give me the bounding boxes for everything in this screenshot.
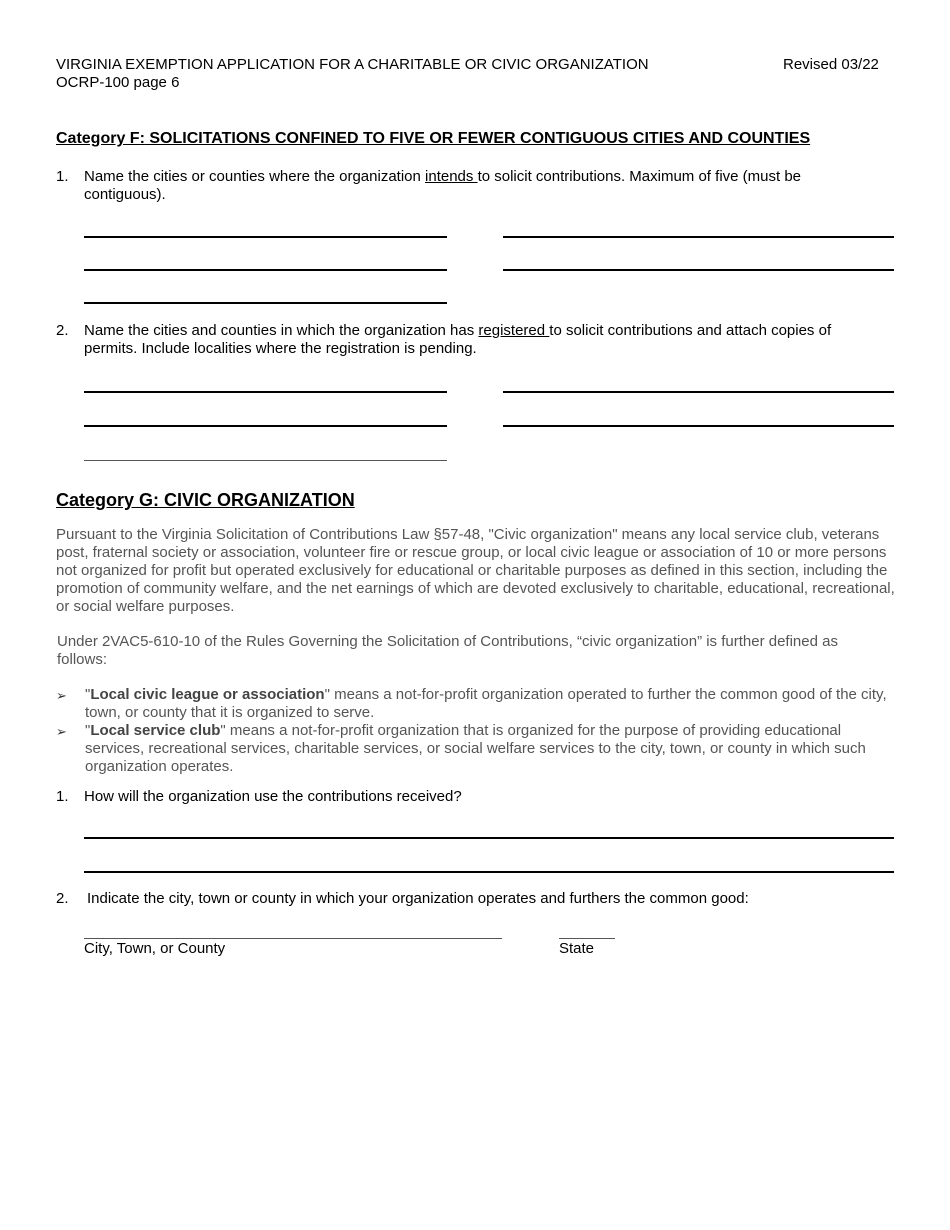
city-town-county-field[interactable] <box>84 938 502 939</box>
registered-city-line-4[interactable] <box>503 425 894 427</box>
intended-city-line-3[interactable] <box>84 269 447 271</box>
form-title: VIRGINIA EXEMPTION APPLICATION FOR A CHARITABLE OR CIVIC ORGANIZATION <box>56 56 649 73</box>
bullet-definition: " means a not-for-profit organization that is organized for the purpose of providing educational services, recreational services, charitable services, or social welfare services to the city, town, or county in which such organization operates. <box>85 722 866 775</box>
bullet-term: Local civic league or association <box>90 686 325 703</box>
question-number: 1. <box>56 168 69 185</box>
state-label: State <box>559 940 595 957</box>
arrow-bullet-icon: ➢ <box>56 724 67 739</box>
question-number: 2. <box>56 890 69 907</box>
further-definition-intro: Under 2VAC5-610-10 of the Rules Governing the Solicitation of Contributions, “civic organization” is further defined as follows: <box>57 633 838 668</box>
definition-bullets <box>56 686 898 778</box>
registered-city-line-5[interactable] <box>84 460 447 461</box>
question-underlined-word: registered <box>478 322 550 339</box>
category-g-question-1 <box>56 788 896 808</box>
category-f-question-1 <box>56 168 896 208</box>
question-text: How will the organization use the contributions received? <box>84 788 462 805</box>
category-g-separator: : <box>153 490 160 510</box>
category-g-title: CIVIC ORGANIZATION <box>159 490 355 510</box>
bullet-open-quote: " <box>85 686 91 703</box>
contribution-use-line-2[interactable] <box>84 871 894 873</box>
category-f-separator: : <box>139 130 145 147</box>
intended-city-line-2[interactable] <box>503 236 894 238</box>
bullet-open-quote: " <box>85 722 91 739</box>
form-page-number: OCRP-100 page 6 <box>56 74 180 91</box>
question-text <box>84 168 884 204</box>
question-text-end: to solicit contributions. Maximum of five (must be contiguous). <box>84 168 802 203</box>
question-text: Indicate the city, town or county in which your organization operates and furthers the common good: <box>87 890 749 907</box>
bullet-definition: " means a not-for-profit organization operated to further the common good of the city, town, or county that it is organized to serve. <box>85 686 887 721</box>
question-number: 1. <box>56 788 69 805</box>
bullet-term: Local service club <box>90 722 221 739</box>
category-f-heading <box>56 130 810 148</box>
registered-city-line-2[interactable] <box>503 391 894 393</box>
contribution-use-line-1[interactable] <box>84 837 894 839</box>
civic-organization-definition: Pursuant to the Virginia Solicitation of Contributions Law §57-48, "Civic organization" means any local service club, veterans post, fraternal society or association, volunteer fire or rescue group, or local civic league or association of 10 or more persons not organized for profit but operated exclusively for educational or charitable purposes as defined in this section, including the promotion of community welfare, and the net earnings of which are devoted exclusively to charitable, educational, recreational, or social welfare purposes. <box>56 526 895 615</box>
arrow-bullet-icon: ➢ <box>56 688 67 703</box>
state-field[interactable] <box>559 938 615 939</box>
category-f-label: Category F <box>56 130 140 147</box>
category-f-title: SOLICITATIONS CONFINED TO FIVE OR FEWER CONTIGUOUS CITIES AND COUNTIES <box>144 130 811 147</box>
question-number: 2. <box>56 322 69 339</box>
category-g-label: Category G <box>56 490 154 510</box>
question-text-end: to solicit contributions and attach copies of permits. Include localities where the registration is pending. <box>84 322 832 357</box>
question-underlined-word: intends <box>425 168 478 185</box>
category-f-question-2 <box>56 322 896 362</box>
city-town-county-label: City, Town, or County <box>84 940 226 957</box>
question-text-start: Name the cities and counties in which the organization has <box>84 322 479 339</box>
revision-date: Revised 03/22 <box>783 56 879 73</box>
question-text <box>84 322 884 358</box>
intended-city-line-5[interactable] <box>84 302 447 304</box>
category-g-heading <box>56 490 355 511</box>
question-text-start: Name the cities or counties where the organization <box>84 168 426 185</box>
registered-city-line-3[interactable] <box>84 425 447 427</box>
bullet-civic-league <box>85 686 897 722</box>
intended-city-line-4[interactable] <box>503 269 894 271</box>
category-g-question-2 <box>56 890 896 910</box>
intended-city-line-1[interactable] <box>84 236 447 238</box>
registered-city-line-1[interactable] <box>84 391 447 393</box>
bullet-service-club <box>85 722 897 776</box>
